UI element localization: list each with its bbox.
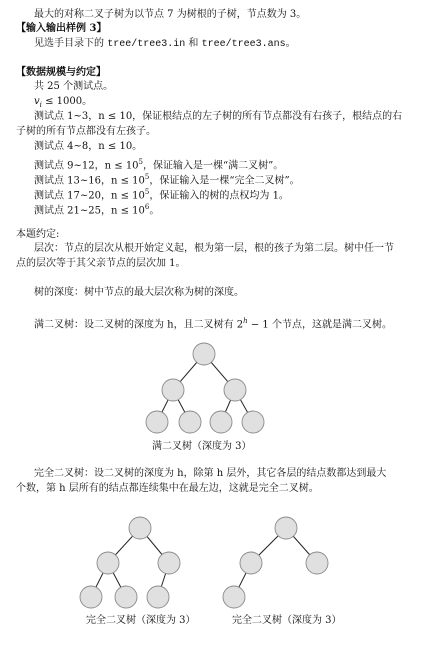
complete-binary-tree-diagram-2 xyxy=(223,517,328,608)
tree-node xyxy=(162,379,184,401)
tree-node xyxy=(179,411,201,433)
definition-level-a: 层次：节点的层次从根开始定义起，根为第一层，根的孩子为第二层。树中任一节 xyxy=(34,243,394,254)
tree-node xyxy=(146,411,168,433)
definition-level-b: 点的层次等于其父亲节点的层次加 1。 xyxy=(16,258,186,269)
tree-node xyxy=(80,586,102,608)
case4-sup: 5 xyxy=(144,173,150,181)
constraints-total: 共 25 个测试点。 xyxy=(34,81,114,92)
case4-pre: 测试点 13~16，n ≤ 10 xyxy=(34,175,145,187)
sample3-file-in: tree/tree3.in xyxy=(107,39,186,50)
case5-post: ，保证输入的树的点权均为 1。 xyxy=(149,190,289,202)
full-pre: 满二叉树：设二叉树的深度为 h，且二叉树有 2 xyxy=(34,319,244,331)
sample3-suffix: 。 xyxy=(285,38,296,49)
case6-sup: 6 xyxy=(144,203,150,211)
case5-sup: 5 xyxy=(144,188,150,196)
full-tree-caption: 满二叉树（深度为 3） xyxy=(152,441,252,452)
case3-pre: 测试点 9~12，n ≤ 10 xyxy=(34,160,139,172)
complete-binary-tree-diagram-1 xyxy=(80,517,180,608)
full-sup: h xyxy=(243,317,248,325)
definition-complete-a: 完全二叉树：设二叉树的深度为 h，除第 h 层外，其它各层的结点数都达到最大 xyxy=(34,468,387,479)
tree-node xyxy=(242,411,264,433)
tree-node xyxy=(240,552,262,574)
tree-node xyxy=(275,517,297,539)
case4-post: ，保证输入是一棵“完全二叉树”。 xyxy=(149,175,300,187)
vi-rest: ≤ 1000。 xyxy=(41,96,93,107)
full-post: − 1 个节点，这就是满二叉树。 xyxy=(247,319,392,331)
constraints-case1a: 测试点 1~3，n ≤ 10，保证根结点的左子树的所有节点都没有右孩子，根结点的右 xyxy=(34,111,403,122)
tree-node xyxy=(115,586,137,608)
constraints-case2: 测试点 4~8，n ≤ 10。 xyxy=(34,141,143,152)
tree-node xyxy=(210,411,232,433)
sample3-prefix: 见选手目录下的 xyxy=(34,38,104,49)
case6-pre: 测试点 21~25，n ≤ 10 xyxy=(34,205,145,217)
definitions-heading: 本题约定: xyxy=(16,229,60,240)
case3-post: ，保证输入是一棵“满二叉树”。 xyxy=(143,160,284,172)
tree-node xyxy=(224,379,246,401)
full-binary-tree-diagram xyxy=(146,343,264,433)
tree-node xyxy=(147,586,169,608)
tree-node xyxy=(158,552,180,574)
case6-post: 。 xyxy=(149,205,160,217)
tree-node xyxy=(97,552,119,574)
sample3-heading: 【输入输出样例 3】 xyxy=(16,23,107,34)
complete-tree-caption-2: 完全二叉树（深度为 3） xyxy=(232,615,342,626)
tree-node xyxy=(223,586,245,608)
sample3-conj: 和 xyxy=(188,38,199,49)
tree-node xyxy=(306,552,328,574)
vi-symbol: v xyxy=(34,96,40,107)
sample3-file-ans: tree/tree3.ans xyxy=(201,39,286,50)
constraints-case1b: 子树的所有节点都没有左孩子。 xyxy=(16,126,156,137)
definition-depth: 树的深度：树中节点的最大层次称为树的深度。 xyxy=(34,287,244,298)
case5-pre: 测试点 17~20，n ≤ 10 xyxy=(34,190,145,202)
tree-node xyxy=(193,343,215,365)
vi-subscript: i xyxy=(39,101,42,109)
case3-sup: 5 xyxy=(138,158,144,166)
definition-complete-b: 个数，第 h 层所有的结点都连续集中在最左边，这就是完全二叉树。 xyxy=(16,483,319,494)
tree-node xyxy=(129,517,151,539)
complete-tree-caption-1: 完全二叉树（深度为 3） xyxy=(86,615,196,626)
sample-result-text: 最大的对称二叉子树为以节点 7 为树根的子树，节点数为 3。 xyxy=(34,9,307,20)
constraints-heading: 【数据规模与约定】 xyxy=(16,67,106,78)
